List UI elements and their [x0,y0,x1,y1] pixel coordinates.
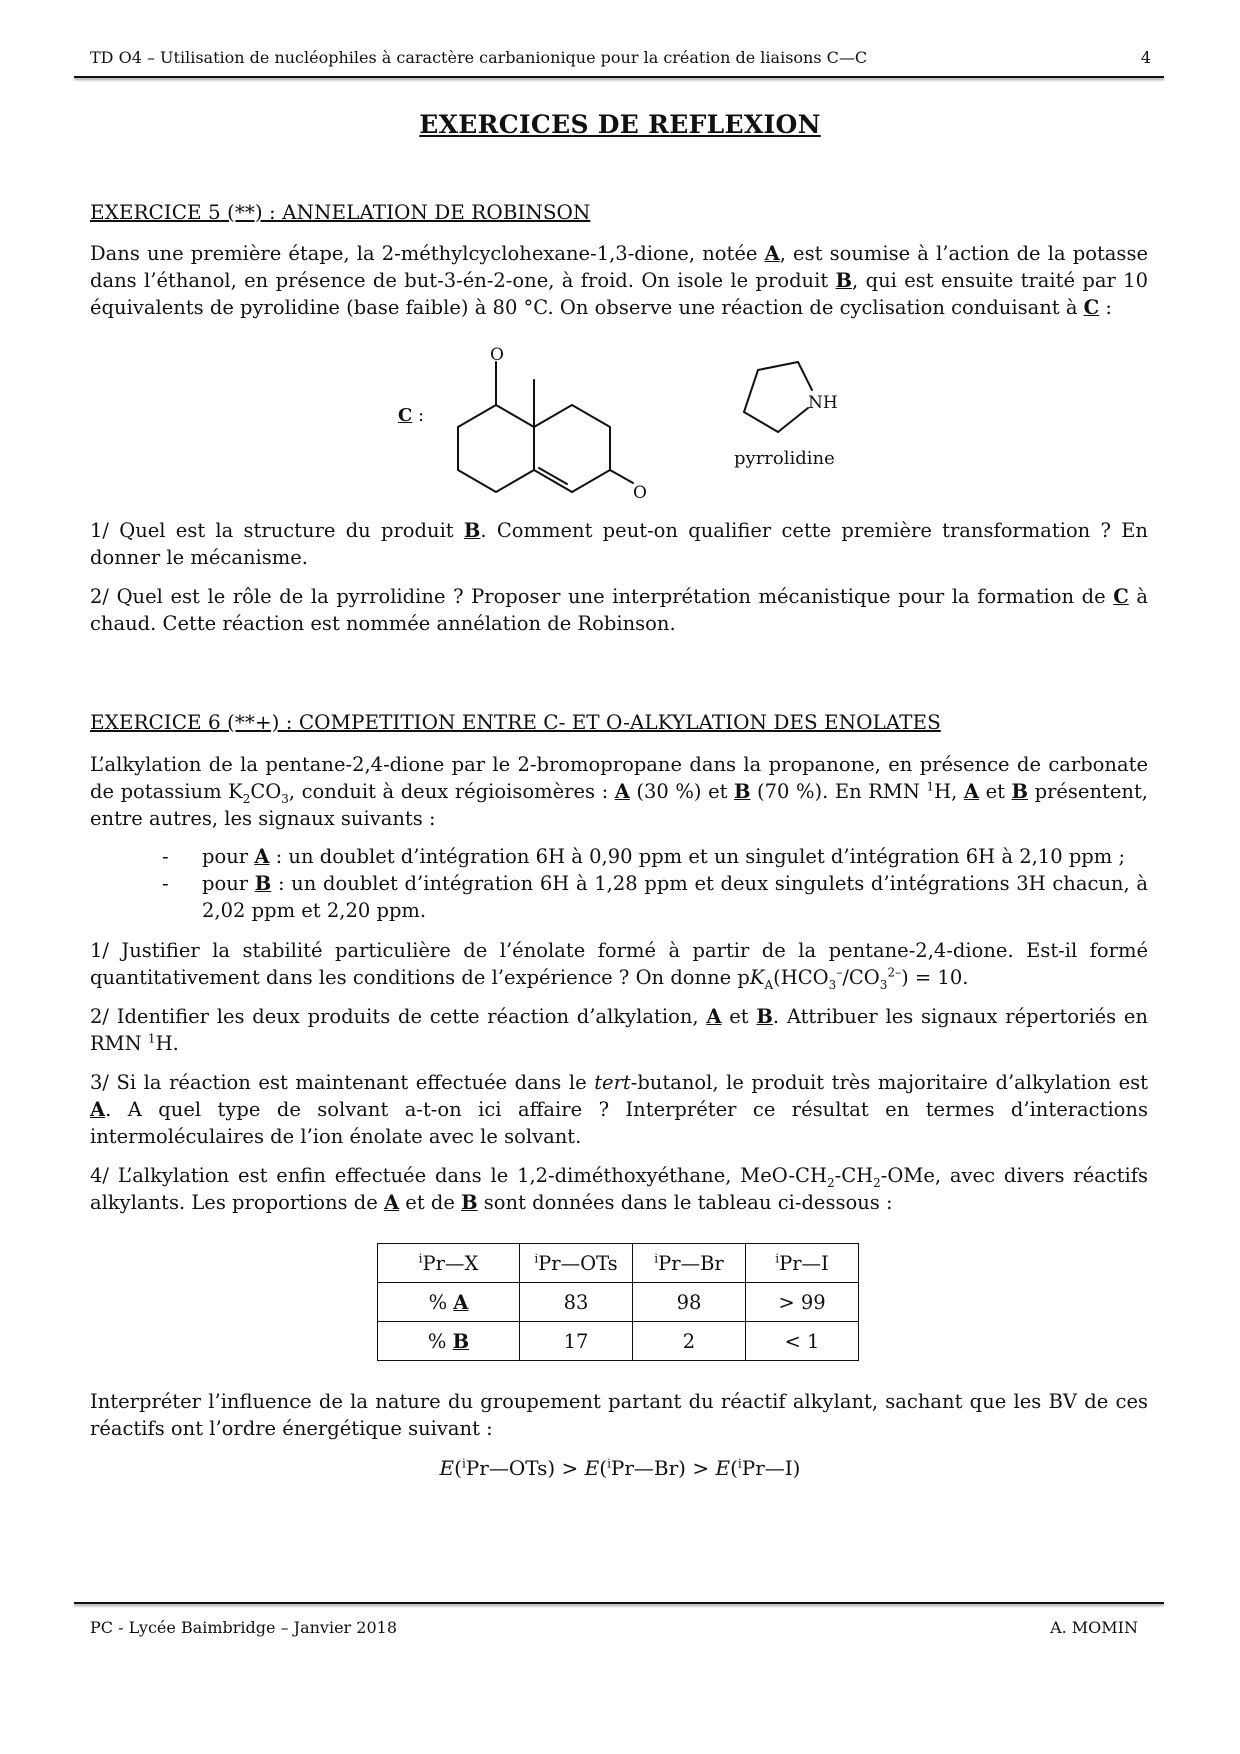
compound-label-A: A [764,242,780,265]
text: Pr—Br [658,1251,724,1275]
text: , conduit à deux régioisomères : [288,780,615,803]
text: ) = 10. [901,966,969,989]
figure-c-label [398,405,424,426]
text: Pr—Br) > [610,1456,716,1480]
bullet-item-a [162,843,1148,870]
exercise-6-intro [90,751,1148,832]
text: E [584,1456,600,1480]
text: et [721,1005,757,1028]
text: Pr—I) [741,1456,801,1480]
subscript: 2 [242,791,251,806]
text: 2/ Identifier les deux produits de cette réaction d’alkylation, [90,1005,707,1028]
compound-label-A: A [614,780,630,803]
exercise-5-heading: EXERCICE 5 (**) : ANNELATION DE ROBINSON [90,200,591,224]
text: Pr—I [779,1251,829,1275]
text: à chaud. Cette réaction est nommée annélation de Robinson. [90,585,1148,635]
compound-label-C: C [1083,296,1100,319]
table-row [378,1322,859,1361]
page-header [90,48,1155,67]
footer-author: A. MOMIN [1050,1618,1138,1637]
text: ( [454,1456,462,1480]
compound-label-B: B [452,1329,470,1353]
exercise-6-heading: EXERCICE 6 (**+) : COMPETITION ENTRE C- ET O-ALKYLATION DES ENOLATES [90,710,941,734]
text: . Attribuer les signaux répertoriés en RMN [90,1005,1148,1055]
atom-o-top: O [490,345,504,365]
superscript: 2– [887,965,902,980]
compound-label-B: B [463,519,481,542]
text: 1/ Quel est la structure du produit [90,519,464,542]
text: H, [934,780,964,803]
subscript: 2 [873,1175,881,1190]
superscript: i [775,1251,780,1265]
compound-label-B: B [1011,780,1029,803]
text: pour [202,872,255,895]
text: , qui est ensuite traité par 10 équivalents de pyrolidine (base faible) à 80 °C. On observe une réaction de cyclisation conduisant à [90,269,1148,319]
superscript: i [461,1456,466,1471]
bullet-item-b [162,870,1148,924]
text: Dans une première étape, la 2-méthylcyclohexane-1,3-dione, notée [90,242,765,265]
table-cell: 2 [633,1322,746,1361]
exercise-5-question-1 [90,517,1148,571]
compound-label-C: C [1113,585,1129,608]
exercise-6-question-4 [90,1162,1148,1216]
text: CO [250,780,282,803]
page-number: 4 [1140,48,1151,67]
energy-order-equation [0,1456,1240,1480]
text: % [427,1329,453,1353]
text: E [715,1456,731,1480]
table-row [378,1283,859,1322]
text: Pr—X [422,1251,479,1275]
compound-label-A: A [383,1191,400,1214]
superscript: 1 [147,1031,156,1046]
text: L’alkylation de la pentane-2,4-dione par le 2-bromopropane dans la propanone, en présence de carbonate de potassium K [90,753,1148,803]
text: Pr—OTs) > [465,1456,585,1480]
compound-label-B: B [734,780,751,803]
text: 4/ L’alkylation est enfin effectuée dans le 1,2-diméthoxyéthane, MeO-CH [90,1164,827,1187]
alkylation-table [377,1243,859,1361]
text: tert [594,1071,631,1094]
bullet-text [202,870,1148,924]
text: E [439,1456,455,1480]
compound-label-A: A [963,780,980,803]
exercise-6-question-3 [90,1069,1148,1150]
text: : un doublet d’intégration 6H à 1,28 ppm et deux singulets d’intégrations 3H chacun, à 2,02 ppm et 2,20 ppm. [202,872,1148,922]
subscript: 2 [827,1175,835,1190]
text: : un doublet d’intégration 6H à 0,90 ppm et un singulet d’intégration 6H à 2,10 ppm ; [269,845,1126,868]
text: 3/ Si la réaction est maintenant effectuée dans le [90,1071,595,1094]
table-header-cell [746,1244,859,1283]
text: : [412,405,425,426]
superscript: i [607,1456,611,1471]
superscript: – [836,965,843,980]
text: /CO [842,966,880,989]
table-cell [378,1322,520,1361]
exercise-6-question-1 [90,937,1148,991]
exercise-5-question-2 [90,583,1148,637]
superscript: i [654,1251,659,1265]
compound-label-B: B [835,269,853,292]
table-cell: 17 [520,1322,633,1361]
bullet-dash: - [162,845,169,868]
exercise-5-intro [90,240,1148,321]
table-cell: 83 [520,1283,633,1322]
superscript: 1 [926,779,935,794]
subscript: 3 [828,977,837,992]
subscript: 3 [879,977,888,992]
superscript: i [418,1251,423,1265]
table-cell: > 99 [746,1283,859,1322]
text: . Comment peut-on qualifier cette première transformation ? En donner le mécanisme. [90,519,1148,569]
page-title: EXERCICES DE REFLEXION [419,110,821,139]
text: et [979,780,1012,803]
text: (30 %) et [629,780,734,803]
text: -CH [834,1164,874,1187]
text: K [749,966,765,989]
compound-label-B: B [461,1191,478,1214]
text: , est soumise à l’action de la potasse dans l’éthanol, en présence de but-3-én-2-one, à froid. On isole le produit [90,242,1148,292]
text: : [1099,296,1112,319]
structure-pyrrolidine [730,350,860,450]
table-header-cell [378,1244,520,1283]
text: (70 %). En RMN [750,780,927,803]
compound-label-A: A [254,845,270,868]
compound-label-A: A [90,1098,106,1121]
atom-nh: NH [808,393,838,413]
table-row [378,1244,859,1283]
pyrrolidine-caption: pyrrolidine [734,448,835,469]
compound-label-A: A [706,1005,722,1028]
table-header-cell [520,1244,633,1283]
text: (HCO [773,966,829,989]
compound-label-B: B [254,872,272,895]
superscript: i [737,1456,742,1471]
exercise-6-question-2 [90,1003,1148,1057]
compound-label-A: A [453,1290,469,1314]
text: sont données dans le tableau ci-dessous : [477,1191,893,1214]
footer-rule [74,1602,1164,1604]
atom-o-bottom: O [633,483,647,500]
exercise-6-conclusion: Interpréter l’influence de la nature du groupement partant du réactif alkylant, sachant que les BV de ces réactifs ont l’ordre énergétique suivant : [90,1390,1148,1440]
text: . A quel type de solvant a-t-on ici affaire ? Interpréter ce résultat en termes d’interactions intermoléculaires de l’ion énolate avec le solvant. [90,1098,1148,1148]
text: -OMe, avec divers réactifs alkylants. Les proportions de [90,1164,1149,1214]
compound-label-C: C [398,405,413,426]
text: H. [155,1032,179,1055]
subscript: A [764,977,774,992]
compound-label-B: B [756,1005,773,1028]
bullet-dash: - [162,872,169,895]
text: ( [599,1456,608,1480]
text: pour [202,845,255,868]
subscript: 3 [281,791,289,806]
page-footer [90,1618,1148,1637]
text: % [428,1290,454,1314]
text: 2/ Quel est le rôle de la pyrrolidine ? Proposer une interprétation mécanistique pour la formation de [90,585,1114,608]
text: Pr—OTs [538,1251,618,1275]
table-cell: < 1 [746,1322,859,1361]
table-cell: 98 [633,1283,746,1322]
superscript: i [534,1251,539,1265]
text: 1/ Justifier la stabilité particulière de l’énolate formé à partir de la pentane-2,4-dione. Est-il formé quantitativement dans les conditions de l’expérience ? On donne p [90,939,1148,989]
text: présentent, entre autres, les signaux suivants : [90,780,1149,830]
bullet-text [202,843,1148,870]
header-rule [74,76,1164,78]
footer-left: PC - Lycée Baimbridge – Janvier 2018 [90,1618,398,1637]
table-cell [378,1283,520,1322]
text: et de [399,1191,462,1214]
structure-c [440,340,670,500]
header-title: TD O4 – Utilisation de nucléophiles à caractère carbanionique pour la création de liaisons C—C [90,48,868,67]
table-header-cell [633,1244,746,1283]
text: -butanol, le produit très majoritaire d’alkylation est [630,1071,1148,1094]
text: ( [730,1456,738,1480]
